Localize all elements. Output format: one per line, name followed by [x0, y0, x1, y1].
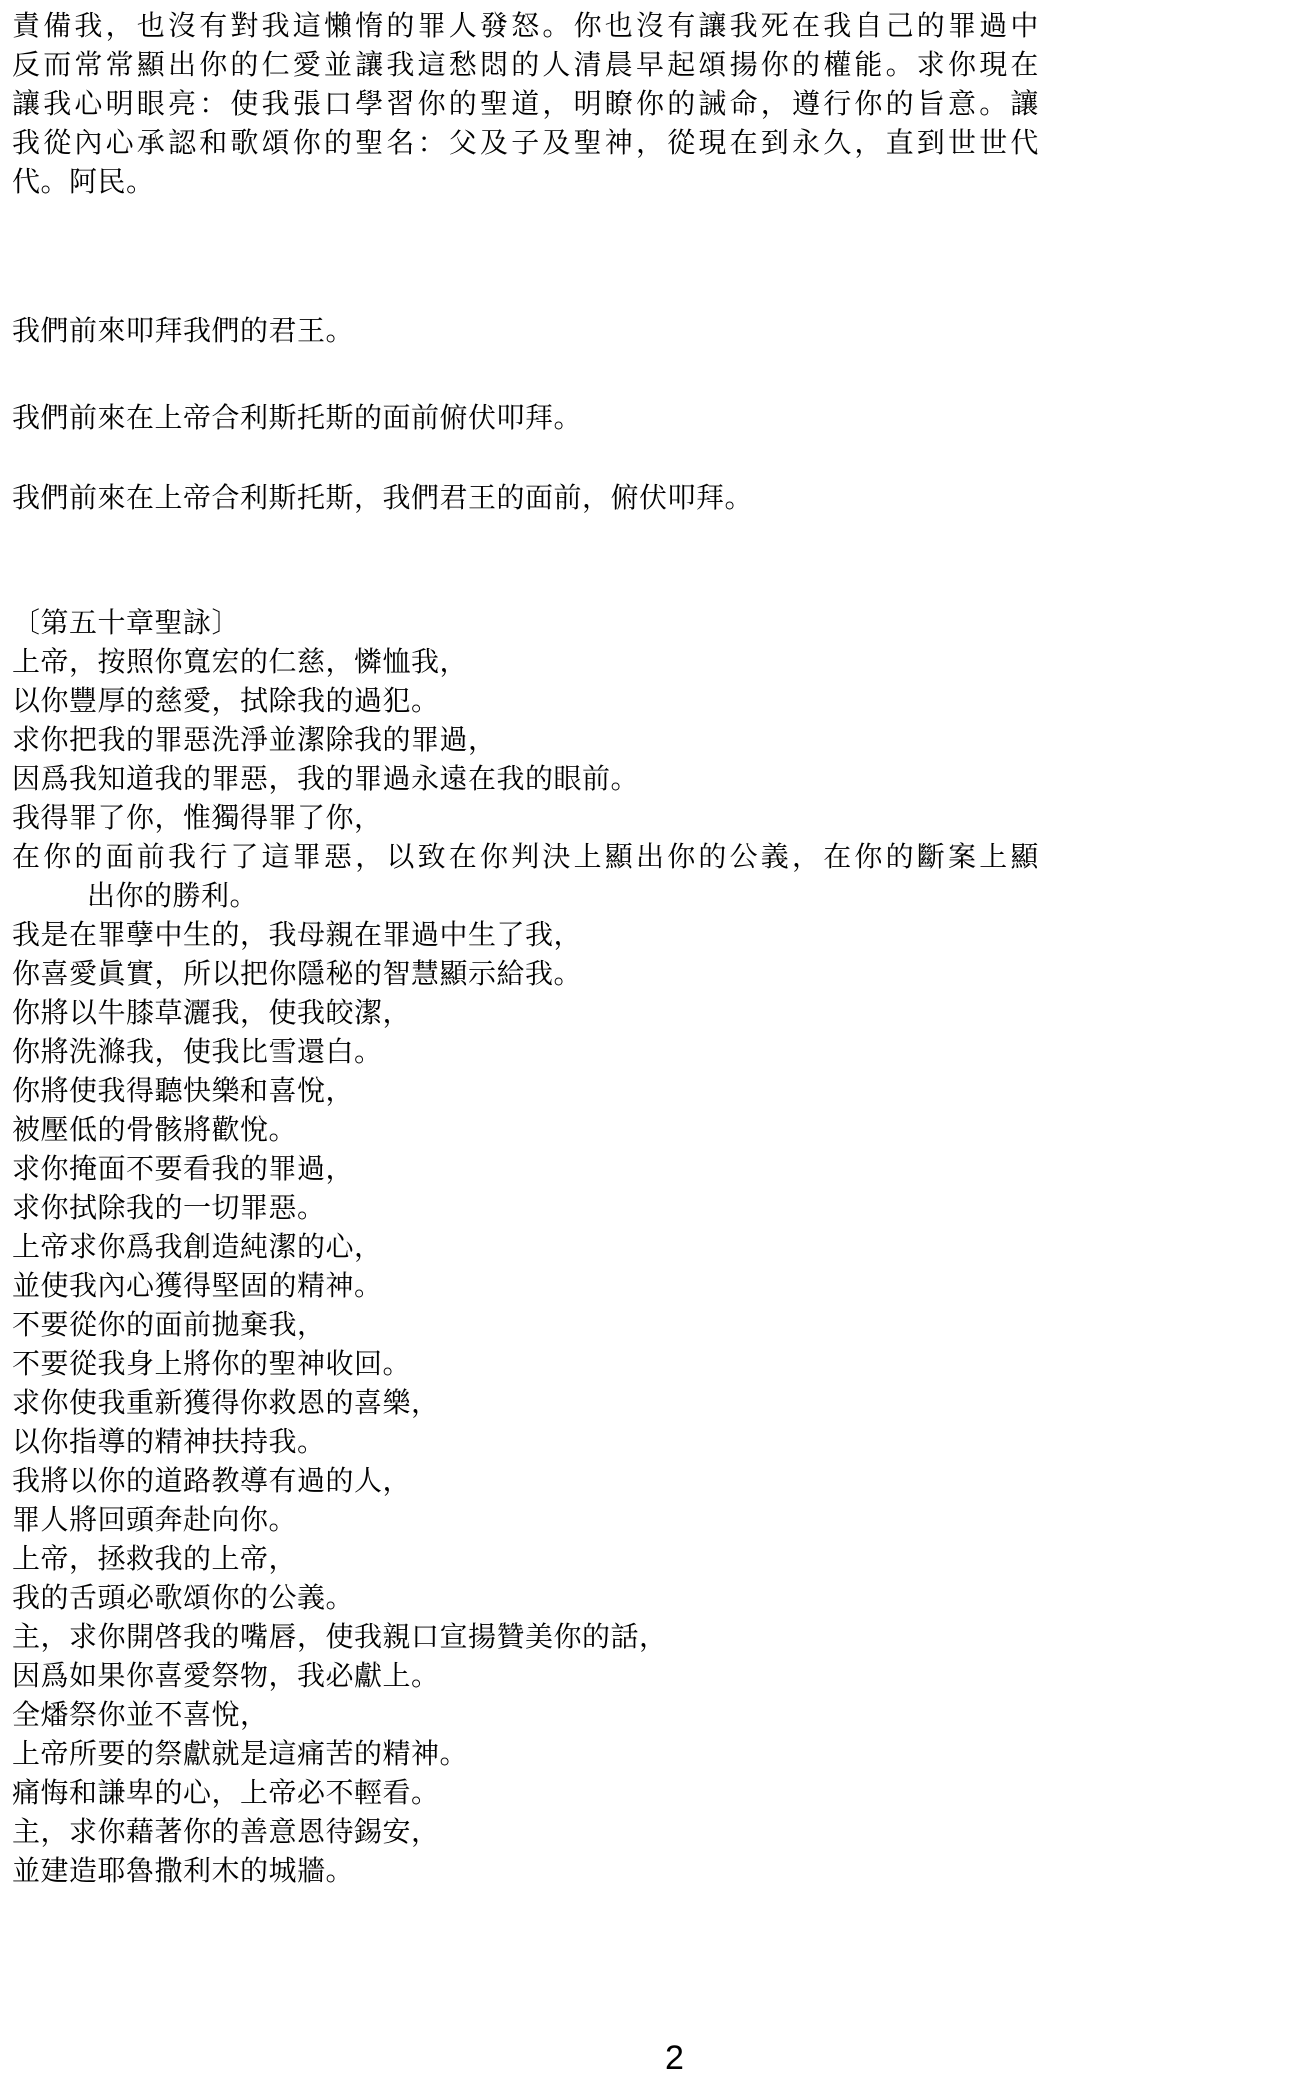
prayer-line: 反而常常顯出你的仁愛並讓我這愁悶的人清晨早起頌揚你的權能。求你現在	[12, 48, 1042, 81]
prayer-paragraph	[12, 6, 1302, 201]
psalm-line: 你喜愛眞實，所以把你隱秘的智慧顯示給我。	[12, 957, 583, 990]
psalm-line: 不要從你的面前拋棄我，	[12, 1308, 326, 1341]
psalm-line: 並使我內心獲得堅固的精神。	[12, 1269, 383, 1302]
psalm-line: 求你把我的罪惡洗淨並潔除我的罪過，	[12, 723, 497, 756]
psalm-line: 以你指導的精神扶持我。	[12, 1425, 326, 1458]
prayer-line: 責備我，也沒有對我這懶惰的罪人發怒。你也沒有讓我死在我自己的罪過中	[12, 9, 1042, 42]
psalm-line: 我將以你的道路教導有過的人，	[12, 1464, 412, 1497]
psalm-line: 並建造耶魯撒利木的城牆。	[12, 1854, 355, 1887]
psalm-line: 你將洗滌我，使我比雪還白。	[12, 1035, 383, 1068]
page-number: 2	[665, 2039, 684, 2077]
psalm-line: 因爲如果你喜愛祭物，我必獻上。	[12, 1659, 440, 1692]
psalm-line: 主，求你開啓我的嘴唇，使我親口宣揚贊美你的話，	[12, 1620, 668, 1653]
psalm-line: 求你掩面不要看我的罪過，	[12, 1152, 355, 1185]
psalm-line: 罪人將回頭奔赴向你。	[12, 1503, 298, 1536]
psalm-line: 因爲我知道我的罪惡，我的罪過永遠在我的眼前。	[12, 762, 640, 795]
psalm-line: 你將以牛膝草灑我，使我皎潔，	[12, 996, 412, 1029]
psalm-line: 我的舌頭必歌頌你的公義。	[12, 1581, 355, 1614]
psalm-line: 主，求你藉著你的善意恩待錫安，	[12, 1815, 440, 1848]
psalm-line: 求你使我重新獲得你救恩的喜樂，	[12, 1386, 440, 1419]
psalm-section	[12, 603, 1302, 1890]
psalm-line: 痛悔和謙卑的心，上帝必不輕看。	[12, 1776, 440, 1809]
psalm-line: 求你拭除我的一切罪惡。	[12, 1191, 326, 1224]
psalm-line: 我是在罪孽中生的，我母親在罪過中生了我，	[12, 918, 583, 951]
psalm-line: 不要從我身上將你的聖神收回。	[12, 1347, 412, 1380]
psalm-line: 以你豐厚的慈愛，拭除我的過犯。	[12, 684, 440, 717]
psalm-line: 上帝所要的祭獻就是這痛苦的精神。	[12, 1737, 469, 1770]
psalm-line: 上帝，按照你寬宏的仁慈，憐恤我，	[12, 645, 469, 678]
invocation-line: 我們前來叩拜我們的君王。	[12, 314, 355, 347]
psalm-line: 上帝，拯救我的上帝，	[12, 1542, 298, 1575]
psalm-line: 上帝求你爲我創造純潔的心，	[12, 1230, 383, 1263]
psalm-line: 被壓低的骨骸將歡悅。	[12, 1113, 298, 1146]
psalm-heading: 〔第五十章聖詠〕	[12, 606, 241, 639]
psalm-line: 全燔祭你並不喜悅，	[12, 1698, 269, 1731]
prayer-line: 代。阿民。	[12, 165, 155, 198]
psalm-line: 出你的勝利。	[87, 879, 259, 912]
psalm-line: 你將使我得聽快樂和喜悅，	[12, 1074, 355, 1107]
prayer-line: 我從內心承認和歌頌你的聖名：父及子及聖神，從現在到永久，直到世世代	[12, 126, 1042, 159]
psalm-line: 在你的面前我行了這罪惡，以致在你判決上顯出你的公義，在你的斷案上顯	[12, 840, 1042, 873]
prayer-line: 讓我心明眼亮：使我張口學習你的聖道，明瞭你的誡命，遵行你的旨意。讓	[12, 87, 1042, 120]
invocation-line: 我們前來在上帝合利斯托斯的面前俯伏叩拜。	[12, 401, 583, 434]
psalm-line: 我得罪了你，惟獨得罪了你，	[12, 801, 383, 834]
invocation-line: 我們前來在上帝合利斯托斯，我們君王的面前，俯伏叩拜。	[12, 481, 754, 514]
